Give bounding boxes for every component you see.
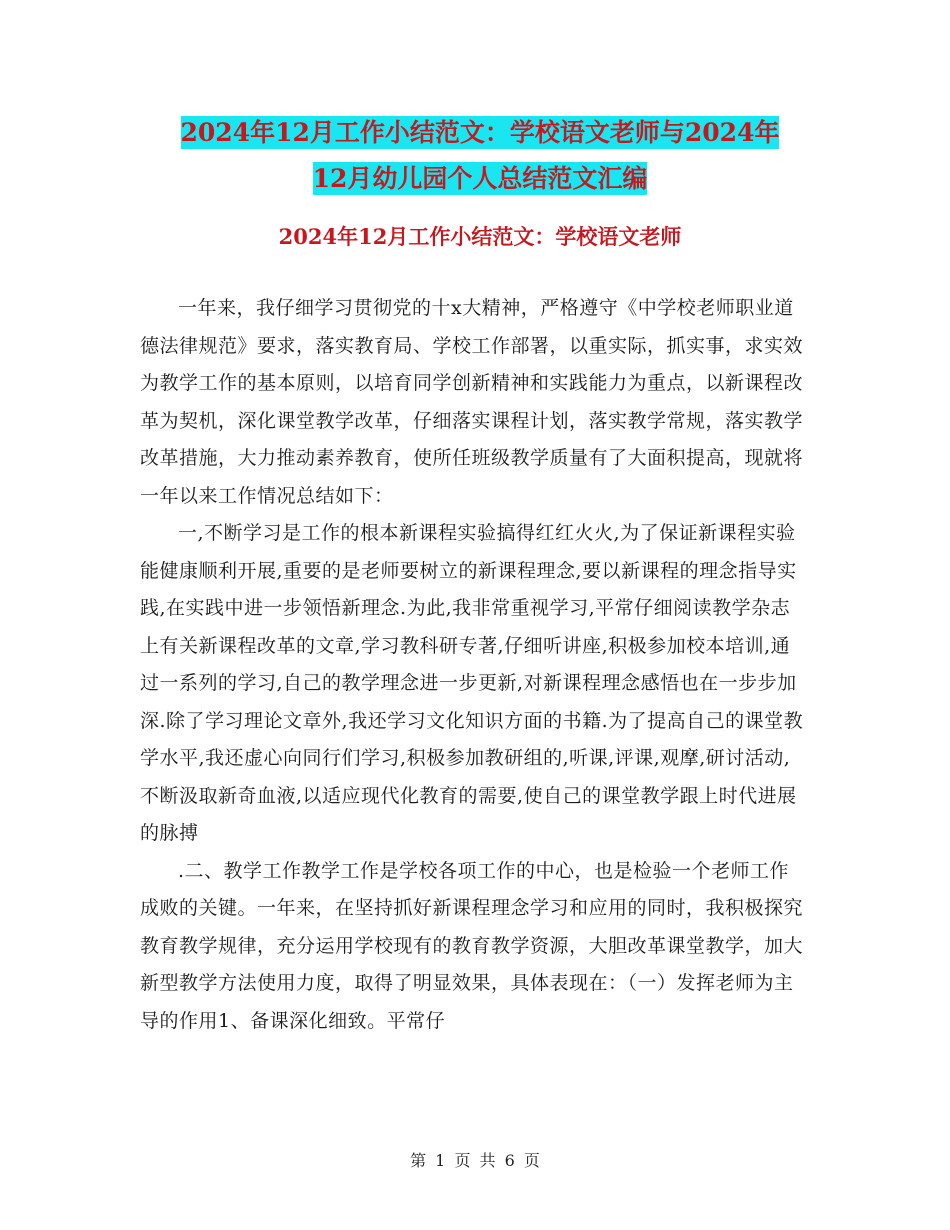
page-footer: 第 1 页 共 6 页 — [410, 1151, 540, 1170]
document-title-line1: 2024年12月工作小结范文：学校语文老师与2024年 — [180, 118, 780, 147]
paragraph-study: 一,不断学习是工作的根本新课程实验搞得红红火火,为了保证新课程实验能健康顺利开展,重要的是老师要树立的新课程理念,要以新课程的理念指导实践,在实践中进一步领悟新理念.为此,我非常重视学习,平常仔细阅读教学杂志上有关新课程改革的文章,学习教科研专著,仔细听讲座,积极参加校本培训,通过一系列的学习,自己的教学理念进一步更新,对新课程理念感悟也在一步步加深.除了学习理论文章外,我还学习文化知识方面的书籍.为了提高自己的课堂教学水平,我还虚心向同行们学习,积极参加教研组的,听课,评课,观摩,研讨活动,不断汲取新奇血液,以适应现代化教育的需要,使自己的课堂教学跟上时代进展的脉搏 — [140, 522, 804, 844]
section-title: 2024年12月工作小结范文：学校语文老师 — [278, 224, 682, 249]
document-title — [150, 110, 810, 202]
document-body — [140, 290, 805, 1040]
document-title-line2: 12月幼儿园个人总结范文汇编 — [312, 164, 648, 193]
paragraph-teaching: .二、教学工作教学工作是学校各项工作的中心，也是检验一个老师工作成败的关键。一年来，在坚持抓好新课程理念学习和应用的同时，我积极探究教育教学规律，充分运用学校现有的教育教学资源，大胆改革课堂教学，加大新型教学方法使用力度，取得了明显效果，具体表现在：（一）发挥老师为主导的作用1、备课深化细致。平常仔 — [140, 859, 804, 1032]
paragraph-intro: 一年来，我仔细学习贯彻党的十x大精神，严格遵守《中学校老师职业道德法律规范》要求，落实教育局、学校工作部署，以重实际，抓实事，求实效为教学工作的基本原则，以培育同学创新精神和实践能力为重点，以新课程改革为契机，深化课堂教学改革，仔细落实课程计划，落实教学常规，落实教学改革措施，大力推动素养教育，使所任班级教学质量有了大面积提高，现就将一年以来工作情况总结如下： — [140, 297, 804, 507]
